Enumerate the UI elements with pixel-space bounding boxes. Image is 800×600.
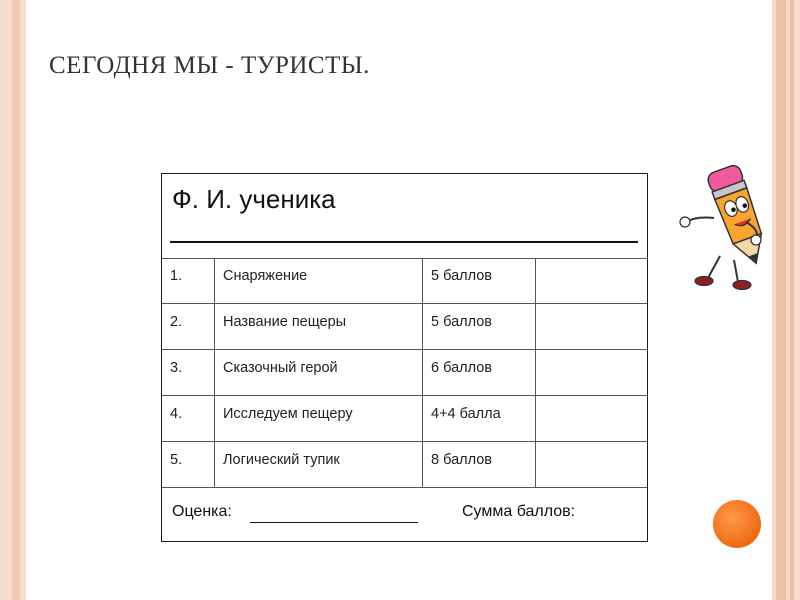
student-name-blank[interactable]	[170, 241, 638, 243]
table-row	[162, 350, 647, 396]
orange-circle-decoration	[713, 500, 761, 548]
student-name-section	[162, 174, 647, 259]
row-points: 6 баллов	[423, 350, 536, 395]
row-score-cell[interactable]	[536, 442, 648, 487]
row-task: Исследуем пещеру	[215, 396, 423, 441]
tasks-table	[162, 258, 647, 488]
row-points: 5 баллов	[423, 258, 536, 303]
row-points: 8 баллов	[423, 442, 536, 487]
row-task: Название пещеры	[215, 304, 423, 349]
score-card	[161, 173, 648, 542]
student-name-label: Ф. И. ученика	[172, 184, 336, 214]
row-points: 5 баллов	[423, 304, 536, 349]
row-number: 2.	[162, 304, 215, 349]
table-row	[162, 258, 647, 304]
row-score-cell[interactable]	[536, 304, 648, 349]
row-number: 5.	[162, 442, 215, 487]
grade-label: Оценка:	[172, 503, 232, 520]
table-row	[162, 304, 647, 350]
row-number: 3.	[162, 350, 215, 395]
row-score-cell[interactable]	[536, 350, 648, 395]
row-score-cell[interactable]	[536, 396, 648, 441]
row-score-cell[interactable]	[536, 258, 648, 303]
slide-title: СЕГОДНЯ МЫ - ТУРИСТЫ.	[49, 52, 370, 79]
card-footer	[162, 493, 647, 541]
right-decorative-border	[772, 0, 800, 600]
row-number: 1.	[162, 258, 215, 303]
row-task: Снаряжение	[215, 258, 423, 303]
row-points: 4+4 балла	[423, 396, 536, 441]
row-number: 4.	[162, 396, 215, 441]
pencil-mascot-icon	[676, 160, 776, 295]
table-row	[162, 396, 647, 442]
row-task: Сказочный герой	[215, 350, 423, 395]
table-row	[162, 442, 647, 488]
left-decorative-border	[0, 0, 26, 600]
row-task: Логический тупик	[215, 442, 423, 487]
sum-label: Сумма баллов:	[462, 503, 576, 520]
grade-blank[interactable]	[250, 522, 418, 523]
